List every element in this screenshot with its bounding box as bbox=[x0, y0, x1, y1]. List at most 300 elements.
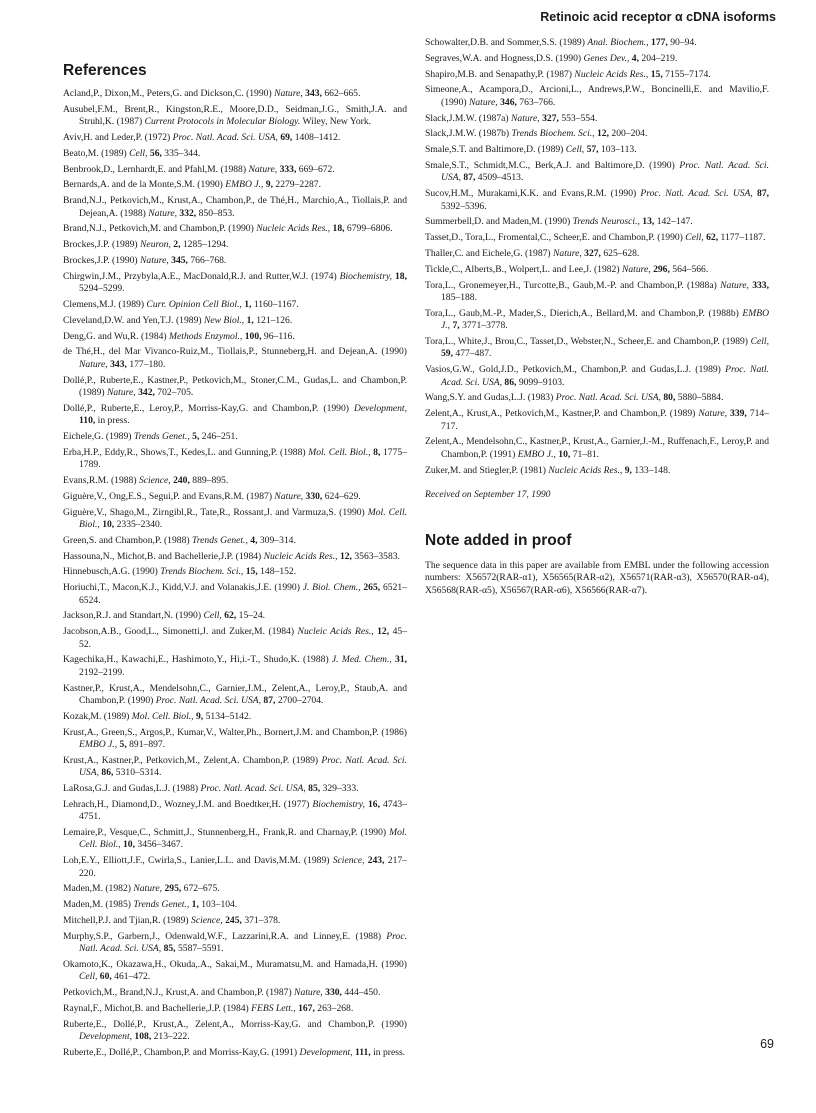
reference-journal: Nucleic Acids Res., bbox=[548, 464, 623, 476]
reference-entry bbox=[63, 535, 407, 547]
reference-journal: Cell, bbox=[565, 144, 585, 156]
reference-authors: Shapiro,M.B. and Senapathy,P. (1987) bbox=[425, 68, 573, 80]
reference-authors: Aviv,H. and Leder,P. (1972) bbox=[63, 132, 171, 143]
reference-volume: 60, bbox=[99, 971, 112, 983]
reference-volume: 9, bbox=[195, 710, 204, 722]
reference-pages: 7155–7174. bbox=[665, 68, 711, 80]
reference-volume: 330, bbox=[325, 987, 342, 999]
reference-pages: 309–314. bbox=[259, 534, 296, 546]
reference-entry bbox=[63, 799, 407, 824]
reference-pages: 3771–3778. bbox=[462, 320, 508, 332]
reference-authors: Evans,R.M. (1988) bbox=[63, 474, 137, 486]
reference-entry bbox=[63, 132, 407, 144]
reference-pages: 2279–2287. bbox=[275, 179, 321, 191]
reference-volume: 330, bbox=[305, 490, 323, 502]
reference-volume: 10, bbox=[122, 839, 135, 851]
reference-volume: 12, bbox=[596, 128, 609, 140]
reference-journal: Mol. Cell. Biol., bbox=[131, 710, 194, 722]
reference-entry bbox=[425, 264, 769, 276]
reference-volume: 100, bbox=[244, 330, 262, 342]
reference-pages: 148–152. bbox=[260, 566, 297, 578]
reference-entry bbox=[425, 248, 769, 260]
reference-authors: Clemens,M.J. (1989) bbox=[63, 298, 145, 310]
reference-volume: 85, bbox=[163, 943, 176, 955]
note-body: The sequence data in this paper are available from EMBL under the following accession numbers: X56572(RAR-α1), X56565(RAR-α2), X56571(RAR-α3), X56570(RAR-α4), X56568(RAR-α5), X56567(RAR-α6), X56566(RAR-α7). bbox=[425, 560, 769, 596]
reference-journal: Proc. Natl. Acad. Sci. USA, bbox=[155, 694, 262, 706]
reference-volume: 333, bbox=[279, 163, 297, 175]
reference-pages: Wiley, New York. bbox=[302, 116, 372, 128]
reference-entry bbox=[425, 408, 769, 433]
reference-journal: Biochemistry, bbox=[339, 270, 393, 282]
reference-volume: 295, bbox=[164, 883, 182, 895]
reference-pages: in press. bbox=[97, 415, 130, 427]
reference-entry bbox=[63, 507, 407, 532]
reference-pages: 2335–2340. bbox=[116, 518, 163, 530]
reference-authors: Tickle,C., Alberts,B., Wolpert,L. and Lee,J. (1982) bbox=[425, 263, 620, 275]
reference-pages: 90–94. bbox=[670, 37, 697, 48]
reference-journal: Curr. Opinion Cell Biol., bbox=[146, 298, 242, 310]
reference-volume: 16, bbox=[367, 798, 380, 810]
reference-journal: Science, bbox=[332, 855, 365, 867]
reference-pages: 1177–1187. bbox=[720, 232, 766, 244]
reference-entry bbox=[63, 551, 407, 563]
reference-volume: 110, bbox=[79, 415, 96, 427]
reference-pages: 553–554. bbox=[561, 112, 598, 124]
reference-entry bbox=[425, 84, 769, 109]
reference-journal: Proc. Natl. Acad. Sci. USA, bbox=[555, 392, 661, 404]
reference-journal: Trends Neurosci., bbox=[572, 216, 640, 228]
reference-pages: 246–251. bbox=[201, 430, 238, 442]
reference-authors: Brand,N.J., Petkovich,M., Krust,A., Chambon,P., de Thé,H., Marchio,A., Tiollais,P. and Dejean,A. (1988) bbox=[63, 195, 407, 219]
reference-entry bbox=[63, 1003, 407, 1015]
reference-entry bbox=[63, 783, 407, 795]
reference-entry bbox=[63, 491, 407, 503]
reference-authors: Mitchell,P.J. and Tjian,R. (1989) bbox=[63, 914, 189, 926]
reference-journal: Development, bbox=[299, 1046, 353, 1058]
reference-entry bbox=[425, 280, 769, 305]
reference-pages: 624–629. bbox=[324, 490, 361, 502]
reference-entry bbox=[63, 164, 407, 176]
reference-authors: Smale,S.T., Schmidt,M.C., Berk,A.J. and Baltimore,D. (1990) bbox=[425, 159, 675, 171]
reference-authors: Tora,L., Gronemeyer,H., Turcotte,B., Gaub,M.-P. and Chambon,P. (1988a) bbox=[425, 279, 717, 291]
reference-pages: 766–768. bbox=[190, 254, 227, 266]
reference-pages: 763–766. bbox=[519, 96, 556, 108]
reference-pages: 5294–5299. bbox=[79, 283, 125, 295]
reference-pages: 1160–1167. bbox=[253, 298, 299, 310]
reference-volume: 9, bbox=[624, 464, 632, 476]
reference-pages: 564–566. bbox=[672, 263, 709, 275]
reference-pages: 5310–5314. bbox=[115, 767, 162, 779]
reference-authors: Jackson,R.J. and Standart,N. (1990) bbox=[63, 610, 202, 622]
reference-authors: Beato,M. (1989) bbox=[63, 147, 127, 159]
reference-journal: Mol. Cell. Biol., bbox=[308, 446, 371, 458]
reference-authors: Giguère,V., Shago,M., Zirngibl,R., Tate,R., Rossant,J. and Varmuza,S. (1990) bbox=[63, 506, 365, 518]
reference-entry bbox=[63, 683, 407, 708]
reference-volume: 87, bbox=[263, 694, 276, 706]
reference-entry bbox=[63, 883, 407, 895]
reference-authors: Summerbell,D. and Maden,M. (1990) bbox=[425, 216, 571, 228]
reference-journal: Cell, bbox=[685, 232, 704, 244]
reference-journal: Proc. Natl. Acad. Sci. USA, bbox=[200, 782, 306, 794]
reference-authors: Brockes,J.P. (1990) bbox=[63, 254, 138, 266]
reference-authors: Lehrach,H., Diamond,D., Wozney,J.M. and Boedtker,H. (1977) bbox=[63, 798, 310, 810]
reference-entry bbox=[63, 315, 407, 327]
reference-pages: 6799–6806. bbox=[346, 223, 393, 235]
reference-authors: Brand,N.J., Petkovich,M. and Chambon,P. (1990) bbox=[63, 223, 254, 235]
reference-volume: 87, bbox=[757, 188, 770, 200]
reference-volume: 346, bbox=[500, 96, 517, 108]
reference-authors: Smale,S.T. and Baltimore,D. (1989) bbox=[425, 144, 564, 156]
reference-pages: 1408–1412. bbox=[294, 132, 341, 143]
reference-journal: Mol. Cell. Biol., bbox=[79, 506, 408, 530]
reference-authors: Chirgwin,J.M., Przybyla,A.E., MacDonald,R.J. and Rutter,W.J. (1974) bbox=[63, 270, 337, 282]
reference-journal: Nature, bbox=[79, 358, 108, 370]
reference-pages: 891–897. bbox=[129, 738, 166, 750]
reference-entry bbox=[425, 232, 769, 244]
reference-authors: Brockes,J.P. (1989) bbox=[63, 239, 138, 251]
reference-journal: Nature, bbox=[553, 247, 582, 259]
reference-volume: 265, bbox=[363, 582, 381, 594]
reference-journal: Mol. Cell. Biol., bbox=[79, 826, 407, 851]
reference-volume: 339, bbox=[730, 408, 747, 420]
reference-journal: Nucleic Acids Res., bbox=[256, 223, 331, 235]
reference-pages: 3563–3583. bbox=[354, 550, 400, 562]
reference-authors: Cleveland,D.W. and Yen,T.J. (1989) bbox=[63, 314, 202, 326]
reference-entry bbox=[425, 392, 769, 404]
reference-pages: 213–222. bbox=[153, 1031, 190, 1043]
reference-volume: 333, bbox=[752, 279, 769, 291]
reference-entry bbox=[63, 931, 407, 956]
reference-entry bbox=[63, 755, 407, 780]
reference-authors: Petkovich,M., Brand,N.J., Krust,A. and Chambon,P. (1987) bbox=[63, 987, 292, 999]
reference-volume: 108, bbox=[134, 1031, 152, 1043]
reference-volume: 62, bbox=[706, 232, 719, 244]
reference-authors: Bernards,A. and de la Monte,S.M. (1990) bbox=[63, 179, 223, 191]
reference-journal: J. Med. Chem., bbox=[331, 654, 392, 666]
reference-volume: 15, bbox=[650, 68, 663, 80]
reference-authors: Zuker,M. and Stiegler,P. (1981) bbox=[425, 464, 546, 476]
reference-entry bbox=[425, 69, 769, 81]
reference-journal: Nature, bbox=[133, 883, 163, 895]
reference-entry bbox=[63, 239, 407, 251]
reference-pages: 200–204. bbox=[611, 128, 648, 140]
reference-volume: 167, bbox=[298, 1002, 315, 1014]
reference-pages: 15–24. bbox=[238, 610, 266, 622]
reference-journal: Nature, bbox=[468, 96, 498, 108]
reference-authors: Ausubel,F.M., Brent,R., Kingston,R.E., Moore,D.D., Seidman,J.G., Smith,J.A. and Struhl,K. (1987) bbox=[63, 103, 407, 128]
reference-entry bbox=[63, 447, 407, 472]
reference-pages: 461–472. bbox=[114, 971, 151, 983]
reference-journal: Genes Dev., bbox=[583, 52, 630, 64]
reference-entry bbox=[63, 1047, 407, 1059]
reference-entry bbox=[63, 1019, 407, 1044]
reference-entry bbox=[63, 255, 407, 267]
reference-authors: Dollé,P., Ruberte,E., Kastner,P., Petkovich,M., Stoner,C.M., Gudas,L. and Chambon,P. (1989) bbox=[63, 374, 407, 398]
reference-authors: Hassouna,N., Michot,B. and Bachellerie,J.P. (1984) bbox=[63, 550, 262, 562]
reference-authors: Segraves,W.A. and Hogness,D.S. (1990) bbox=[425, 52, 582, 64]
reference-volume: 111, bbox=[354, 1046, 371, 1058]
reference-journal: Nature, bbox=[274, 490, 304, 502]
reference-authors: Tasset,D., Tora,L., Fromental,C., Scheer,E. and Chambon,P. (1990) bbox=[425, 232, 683, 244]
reference-entry bbox=[63, 727, 407, 752]
reference-entry bbox=[63, 566, 407, 578]
reference-entry bbox=[63, 403, 407, 428]
reference-pages: 263–268. bbox=[317, 1002, 354, 1014]
reference-authors: Schowalter,D.B. and Sommer,S.S. (1989) bbox=[425, 37, 585, 48]
reference-volume: 243, bbox=[367, 855, 385, 867]
reference-volume: 327, bbox=[542, 112, 559, 124]
reference-authors: Maden,M. (1982) bbox=[63, 883, 131, 895]
reference-pages: 371–378. bbox=[244, 914, 281, 926]
reference-volume: 12, bbox=[377, 626, 390, 638]
reference-journal: Development, bbox=[79, 1031, 133, 1043]
reference-journal: EMBO J., bbox=[441, 307, 769, 332]
reference-authors: Wang,S.Y. and Gudas,L.J. (1983) bbox=[425, 392, 554, 404]
reference-journal: Nucleic Acids Res., bbox=[574, 68, 649, 80]
reference-entry bbox=[63, 346, 407, 371]
reference-journal: Biochemistry, bbox=[312, 798, 365, 810]
reference-volume: 10, bbox=[558, 448, 571, 460]
reference-pages: 5587–5591. bbox=[177, 943, 224, 955]
reference-entry bbox=[425, 465, 769, 477]
reference-pages: 444–450. bbox=[344, 987, 381, 999]
reference-journal: Nature, bbox=[274, 88, 303, 99]
reference-pages: 9099–9103. bbox=[518, 376, 565, 388]
reference-authors: Eichele,G. (1989) bbox=[63, 430, 132, 442]
reference-pages: 142–147. bbox=[656, 216, 693, 228]
reference-journal: Nature, bbox=[621, 263, 651, 275]
reference-authors: Okamoto,K., Okazawa,H., Okuda,.A., Sakai,M., Muramatsu,M. and Hamada,H. (1990) bbox=[63, 958, 407, 970]
reference-volume: 327, bbox=[584, 247, 601, 259]
reference-pages: 1285–1294. bbox=[182, 239, 229, 251]
reference-entry bbox=[63, 431, 407, 443]
reference-volume: 240, bbox=[173, 474, 190, 486]
reference-pages: 1775–1789. bbox=[79, 446, 407, 471]
reference-volume: 80, bbox=[663, 392, 676, 404]
reference-entry bbox=[425, 308, 769, 333]
reference-entry bbox=[425, 436, 769, 461]
reference-authors: Ruberte,E., Dollé,P., Chambon,P. and Morriss-Kay,G. (1991) bbox=[63, 1046, 298, 1058]
reference-pages: 103–104. bbox=[201, 899, 238, 911]
reference-authors: Vasios,G.W., Gold,J.D., Petkovich,M., Chambon,P. and Gudas,L.J. (1989) bbox=[425, 364, 721, 376]
reference-journal: EMBO J., bbox=[79, 738, 118, 750]
reference-journal: Cell, bbox=[750, 335, 769, 347]
reference-journal: FEBS Lett., bbox=[251, 1002, 296, 1014]
reference-authors: Hinnebusch,A.G. (1990) bbox=[63, 566, 158, 578]
reference-entry bbox=[425, 364, 769, 389]
reference-volume: 4, bbox=[631, 52, 639, 64]
reference-journal: Anal. Biochem., bbox=[587, 37, 649, 48]
page-number: 69 bbox=[760, 1037, 774, 1051]
reference-journal: New Biol., bbox=[203, 314, 245, 326]
reference-volume: 31, bbox=[395, 654, 408, 666]
reference-volume: 5, bbox=[119, 738, 127, 750]
reference-entry bbox=[63, 331, 407, 343]
reference-pages: 714–717. bbox=[441, 408, 769, 432]
reference-authors: Thaller,C. and Eichele,G. (1987) bbox=[425, 247, 551, 259]
reference-pages: 217–220. bbox=[79, 855, 407, 879]
reference-authors: Tora,L., Gaub,M.-P., Mader,S., Dierich,A., Bellard,M. and Chambon,P. (1988b) bbox=[425, 307, 739, 319]
reference-journal: Cell, bbox=[203, 610, 222, 622]
reference-entry bbox=[63, 827, 407, 852]
reference-volume: 296, bbox=[653, 263, 670, 275]
reference-journal: Trends Biochem. Sci., bbox=[160, 566, 244, 578]
reference-pages: 121–126. bbox=[256, 314, 293, 326]
reference-journal: Nature, bbox=[720, 279, 749, 291]
reference-journal: Methods Enzymol., bbox=[169, 330, 243, 342]
reference-entry bbox=[425, 188, 769, 213]
reference-list-left bbox=[63, 88, 407, 1059]
reference-authors: Slack,J.M.W. (1987a) bbox=[425, 112, 509, 124]
reference-volume: 13, bbox=[642, 216, 655, 228]
reference-authors: Lemaire,P., Vesque,C., Schmitt,J., Stunnenberg,H., Frank,R. and Charnay,P. (1990) bbox=[63, 826, 387, 838]
reference-volume: 69, bbox=[280, 132, 293, 143]
reference-journal: Nature, bbox=[294, 987, 323, 999]
reference-pages: 4743–4751. bbox=[79, 798, 407, 823]
reference-journal: Proc. Natl. Acad. Sci. USA, bbox=[79, 930, 407, 955]
reference-pages: 4509–4513. bbox=[477, 172, 524, 184]
reference-journal: Proc. Natl. Acad. Sci. USA, bbox=[640, 188, 753, 200]
reference-entry bbox=[425, 144, 769, 156]
reference-authors: Krust,A., Green,S., Argos,P., Kumar,V., Walter,Ph., Bornert,J.M. and Chambon,P. (1986) bbox=[63, 726, 407, 738]
reference-authors: Murphy,S.P., Garbern,J., Odenwald,W.F., Lazzarini,R.A. and Linney,E. (1988) bbox=[63, 930, 382, 942]
reference-entry bbox=[63, 899, 407, 911]
reference-entry bbox=[425, 53, 769, 65]
reference-volume: 18, bbox=[394, 270, 407, 282]
reference-volume: 4, bbox=[250, 534, 258, 546]
reference-volume: 1, bbox=[244, 298, 252, 310]
received-date: Received on September 17, 1990 bbox=[425, 489, 551, 500]
reference-entry bbox=[425, 113, 769, 125]
reference-journal: Nucleic Acids Res., bbox=[263, 550, 338, 562]
reference-authors: Maden,M. (1985) bbox=[63, 899, 131, 911]
reference-pages: 204–219. bbox=[641, 52, 678, 64]
reference-pages: 45–52. bbox=[79, 626, 408, 650]
reference-entry bbox=[63, 987, 407, 999]
reference-pages: 477–487. bbox=[455, 348, 492, 360]
reference-entry bbox=[63, 271, 407, 296]
reference-entry bbox=[63, 195, 407, 220]
reference-pages: 71–81. bbox=[572, 448, 600, 460]
reference-entry bbox=[63, 915, 407, 927]
reference-pages: 2700–2704. bbox=[277, 694, 324, 706]
reference-volume: 177, bbox=[651, 37, 668, 48]
reference-journal: Trends Genet., bbox=[133, 899, 190, 911]
reference-authors: Krust,A., Kastner,P., Petkovich,M., Zelent,A. Chambon,P. (1989) bbox=[63, 754, 319, 766]
reference-pages: 185–188. bbox=[441, 291, 477, 303]
reference-authors: Raynal,F., Michot,B. and Bachellerie,J.P. (1984) bbox=[63, 1002, 249, 1014]
reference-entry bbox=[63, 959, 407, 984]
reference-volume: 332, bbox=[179, 207, 197, 219]
reference-entry bbox=[63, 104, 407, 129]
reference-pages: 672–675. bbox=[183, 883, 220, 895]
note-heading: Note added in proof bbox=[425, 532, 572, 549]
reference-volume: 10, bbox=[102, 518, 115, 530]
reference-entry bbox=[425, 37, 769, 49]
reference-journal: Nature, bbox=[148, 207, 177, 219]
reference-entry bbox=[63, 179, 407, 191]
reference-journal: Cell, bbox=[129, 147, 148, 159]
reference-authors: Sucov,H.M., Murakami,K.K. and Evans,R.M. (1990) bbox=[425, 188, 637, 200]
reference-entry bbox=[63, 654, 407, 679]
reference-entry bbox=[63, 88, 407, 100]
reference-volume: 18, bbox=[332, 223, 345, 235]
reference-entry bbox=[63, 375, 407, 400]
reference-entry bbox=[63, 610, 407, 622]
references-column-right bbox=[425, 37, 769, 597]
reference-volume: 245, bbox=[225, 914, 242, 926]
reference-list-right bbox=[425, 37, 769, 477]
reference-journal: Current Protocols in Molecular Biology. bbox=[144, 116, 301, 128]
reference-pages: 669–672. bbox=[298, 163, 335, 175]
reference-volume: 15, bbox=[245, 566, 258, 578]
reference-pages: 6521–6524. bbox=[79, 582, 407, 606]
reference-volume: 12, bbox=[339, 550, 352, 562]
reference-journal: Neuron, bbox=[140, 239, 171, 251]
reference-pages: in press. bbox=[373, 1046, 406, 1058]
reference-entry bbox=[63, 582, 407, 607]
reference-journal: EMBO J., bbox=[517, 448, 556, 460]
reference-pages: 625–628. bbox=[603, 247, 640, 259]
reference-volume: 343, bbox=[110, 358, 127, 370]
reference-volume: 1, bbox=[191, 899, 199, 911]
reference-authors: Erba,H.P., Eddy,R., Shows,T., Kedes,L. and Gunning,P. (1988) bbox=[63, 446, 306, 458]
reference-pages: 5880–5884. bbox=[677, 392, 724, 404]
reference-pages: 5134–5142. bbox=[205, 710, 252, 722]
reference-pages: 96–116. bbox=[263, 330, 295, 342]
reference-volume: 342, bbox=[138, 386, 155, 398]
reference-journal: Nature, bbox=[698, 408, 728, 420]
reference-volume: 85, bbox=[308, 782, 321, 794]
reference-journal: Trends Genet., bbox=[133, 430, 190, 442]
reference-authors: Kastner,P., Krust,A., Mendelsohn,C., Garnier,J.M., Zelent,A., Leroy,P., Staub,A. and Chambon,P. (1990) bbox=[63, 682, 407, 706]
reference-authors: Deng,G. and Wu,R. (1984) bbox=[63, 330, 167, 342]
reference-volume: 62, bbox=[224, 610, 237, 622]
reference-volume: 86, bbox=[504, 376, 517, 388]
running-head: Retinoic acid receptor α cDNA isoforms bbox=[540, 10, 776, 24]
reference-journal: Nature, bbox=[106, 386, 136, 398]
reference-authors: Slack,J.M.W. (1987b) bbox=[425, 128, 510, 140]
reference-pages: 103–113. bbox=[600, 144, 637, 156]
reference-volume: 57, bbox=[586, 144, 599, 156]
reference-journal: Nature, bbox=[140, 254, 169, 266]
reference-volume: 1, bbox=[246, 314, 254, 326]
reference-entry bbox=[63, 711, 407, 723]
reference-pages: 662–665. bbox=[324, 88, 361, 99]
references-heading: References bbox=[63, 62, 147, 79]
reference-authors: Dollé,P., Ruberte,E., Leroy,P., Morriss-Kay,G. and Chambon,P. (1990) bbox=[63, 402, 349, 414]
reference-authors: Tora,L., White,J., Brou,C., Tasset,D., Webster,N., Scheer,E. and Chambon,P. (1989) bbox=[425, 335, 748, 347]
reference-volume: 2, bbox=[173, 239, 181, 251]
reference-entry bbox=[63, 299, 407, 311]
reference-pages: 702–705. bbox=[157, 386, 194, 398]
reference-authors: Benbrook,D., Lernhardt,E. and Pfahl,M. (1988) bbox=[63, 163, 247, 175]
reference-volume: 8, bbox=[373, 446, 381, 458]
reference-authors: Jacobson,A.B., Good,L., Simonetti,J. and Zuker,M. (1984) bbox=[63, 626, 295, 638]
reference-authors: LaRosa,G.J. and Gudas,L.J. (1988) bbox=[63, 782, 199, 794]
reference-entry bbox=[425, 216, 769, 228]
reference-journal: Proc. Natl. Acad. Sci. USA, bbox=[441, 159, 769, 184]
reference-entry bbox=[63, 626, 407, 651]
reference-pages: 5392–5396. bbox=[441, 200, 487, 212]
reference-pages: 3456–3467. bbox=[137, 839, 183, 851]
reference-journal: Trends Biochem. Sci., bbox=[511, 128, 595, 140]
reference-entry bbox=[63, 148, 407, 160]
reference-entry bbox=[425, 336, 769, 361]
reference-authors: Ruberte,E., Dollé,P., Krust,A., Zelent,A., Morriss-Kay,G. and Chambon,P. (1990) bbox=[63, 1018, 407, 1030]
reference-authors: Simeone,A., Acampora,D., Arcioni,L., Andrews,P.W., Boncinelli,E. and Mavilio,F. (1990) bbox=[425, 84, 769, 108]
reference-pages: 329–333. bbox=[322, 782, 359, 794]
